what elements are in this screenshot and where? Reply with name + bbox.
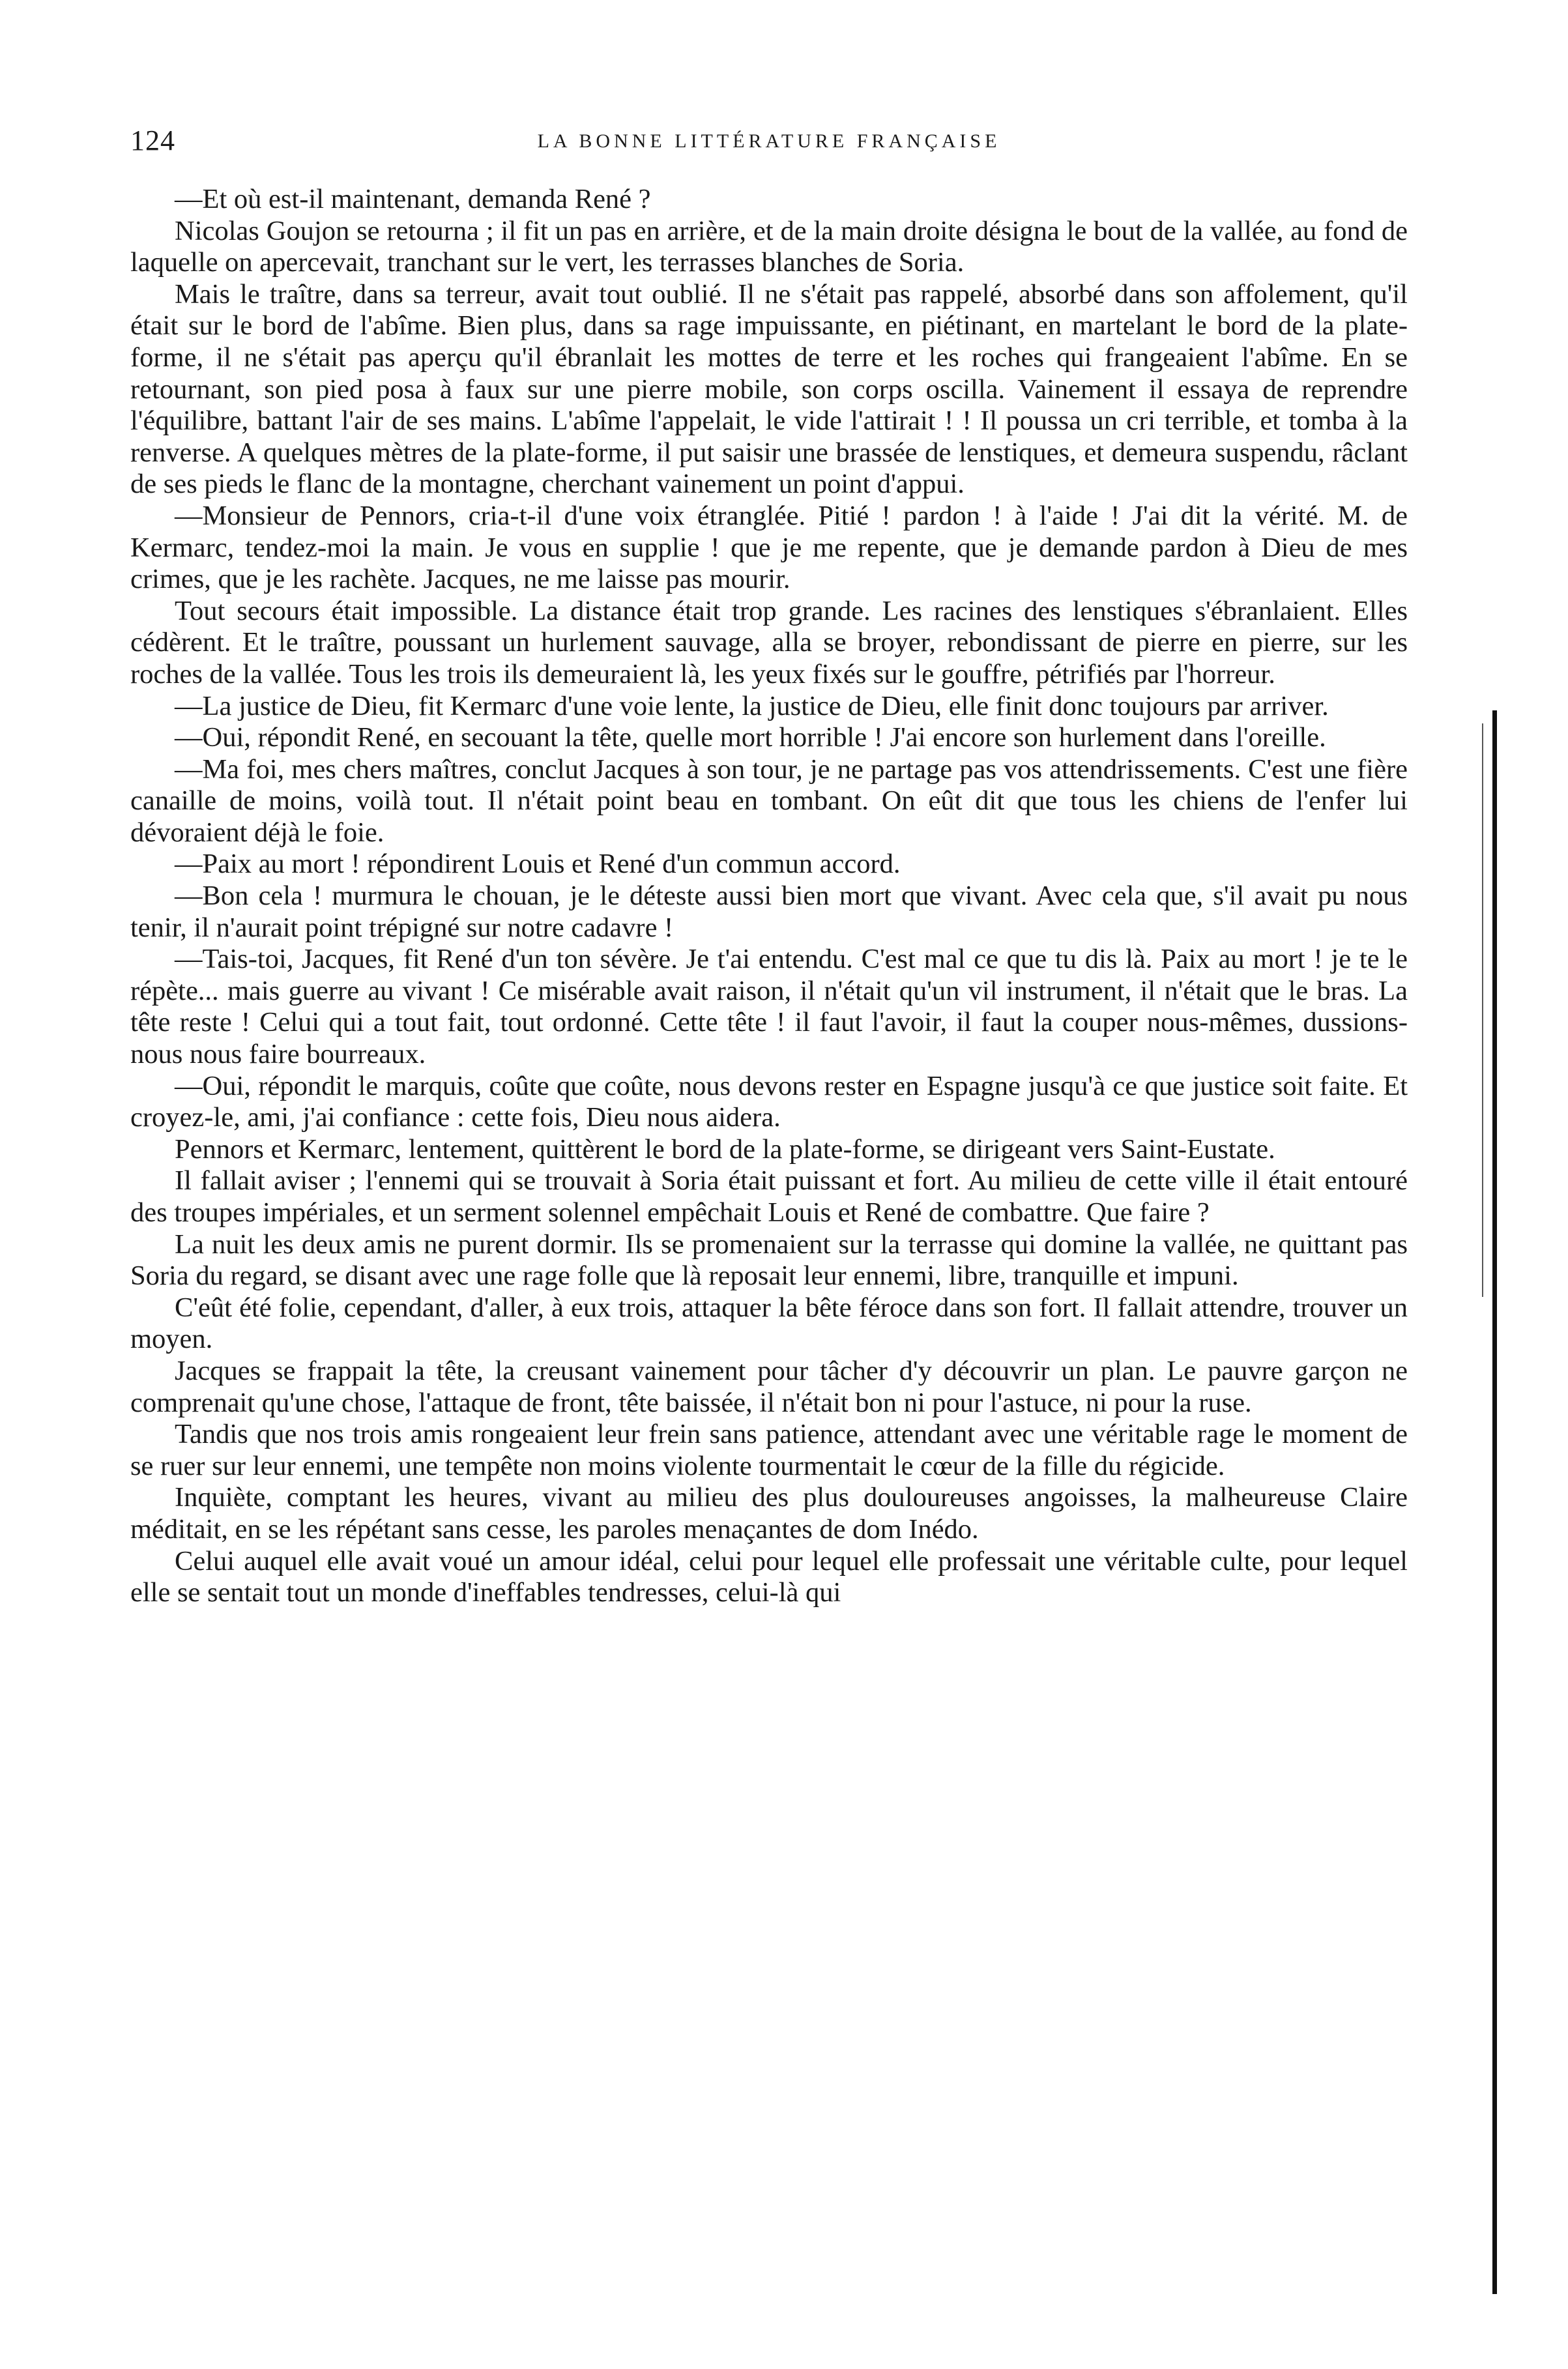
paragraph: Tout secours était impossible. La distance était trop grande. Les racines des lenstiques s'ébranlaient. Elles cédèrent. Et le traître, poussant un hurlement sauvage, alla se broyer, rebondissant de pierre en pierre, sur les roches de la vallée. Tous les trois ils demeuraient là, les yeux fixés sur le gouffre, pétrifiés par l'horreur. [130,595,1408,690]
paragraph: Tandis que nos trois amis rongeaient leur frein sans patience, attendant avec une véritable rage le moment de se ruer sur leur ennemi, une tempête non moins violente tourmentait le cœur de la fille du régicide. [130,1419,1408,1481]
paragraph: —Ma foi, mes chers maîtres, conclut Jacques à son tour, je ne partage pas vos attendrissements. C'est une fière canaille de moins, voilà tout. Il n'était point beau en tombant. On eût dit que tous les chiens de l'enfer lui dévoraient déjà le foie. [130,753,1408,848]
paragraph: Il fallait aviser ; l'ennemi qui se trouvait à Soria était puissant et fort. Au milieu de cette ville il était entouré des troupes impériales, et un serment solennel empêchait Louis et René de combattre. Que faire ? [130,1165,1408,1228]
body-text [130,184,1408,1609]
paragraph: La nuit les deux amis ne purent dormir. Ils se promenaient sur la terrasse qui domine la vallée, ne quittant pas Soria du regard, se disant avec une rage folle que là reposait leur ennemi, libre, tranquille et impuni. [130,1228,1408,1292]
paragraph: Pennors et Kermarc, lentement, quittèrent le bord de la plate-forme, se dirigeant vers Saint-Eustate. [175,1133,1275,1165]
paragraph: —Oui, répondit le marquis, coûte que coûte, nous devons rester en Espagne jusqu'à ce que justice soit faite. Et croyez-le, ami, j'ai confiance : cette fois, Dieu nous aidera. [130,1070,1408,1133]
page-header [130,124,1408,163]
paragraph: Celui auquel elle avait voué un amour idéal, celui pour lequel elle professait une véritable culte, pour lequel elle se sentait tout un monde d'ineffables tendresses, celui-là qui [130,1545,1408,1608]
margin-rule [1492,710,1497,2294]
paragraph: Nicolas Goujon se retourna ; il fit un pas en arrière, et de la main droite désigna le bout de la vallée, au fond de laquelle on apercevait, tranchant sur le vert, les terrasses blanches de Soria. [130,215,1408,278]
paragraph: —Monsieur de Pennors, cria-t-il d'une voix étranglée. Pitié ! pardon ! à l'aide ! J'ai dit la vérité. M. de Kermarc, tendez-moi la main. Je vous en supplie ! que je me repente, que je demande pardon à Dieu de mes crimes, que je les rachète. Jacques, ne me laisse pas mourir. [130,500,1408,595]
paragraph: —Et où est-il maintenant, demanda René ? [175,184,651,214]
paragraph: —Tais-toi, Jacques, fit René d'un ton sévère. Je t'ai entendu. C'est mal ce que tu dis là. Paix au mort ! je te le répète... mais guerre au vivant ! Ce misérable avait raison, il n'était qu'un vil instrument, il n'était que le bras. La tête reste ! Celui qui a tout fait, tout ordonné. Cette tête ! il faut l'avoir, il faut la couper nous-mêmes, dussions-nous nous faire bourreaux. [130,944,1408,1070]
page-number: 124 [130,124,175,156]
paragraph: —Bon cela ! murmura le chouan, je le déteste aussi bien mort que vivant. Avec cela que, s'il avait pu nous tenir, il n'aurait point trépigné sur notre cadavre ! [130,880,1408,943]
paragraph: Inquiète, comptant les heures, vivant au milieu des plus douloureuses angoisses, la malheureuse Claire méditait, en se les répétant sans cesse, les paroles menaçantes de dom Inédo. [130,1482,1408,1545]
running-title: LA BONNE LITTÉRATURE FRANÇAISE [537,130,1001,152]
paragraph: —La justice de Dieu, fit Kermarc d'une voie lente, la justice de Dieu, elle finit donc toujours par arriver. [175,690,1329,721]
paragraph: —Paix au mort ! répondirent Louis et René d'un commun accord. [175,849,901,880]
margin-rule-thin [1482,723,1483,1297]
paragraph: C'eût été folie, cependant, d'aller, à eux trois, attaquer la bête féroce dans son fort. Il fallait attendre, trouver un moyen. [130,1292,1408,1355]
paragraph: Mais le traître, dans sa terreur, avait tout oublié. Il ne s'était pas rappelé, absorbé dans son affolement, qu'il était sur le bord de l'abîme. Bien plus, dans sa rage impuissante, en piétinant, en martelant le bord de la plate-forme, il ne s'était pas aperçu qu'il ébranlait les mottes de terre et les roches qui frangeaient l'abîme. En se retournant, son pied posa à faux sur une pierre mobile, son corps oscilla. Vainement il essaya de reprendre l'équilibre, battant l'air de ses mains. L'abîme l'appelait, le vide l'attirait ! ! Il poussa un cri terrible, et tomba à la renverse. A quelques mètres de la plate-forme, il put saisir une brassée de lenstiques, et demeura suspendu, râclant de ses pieds le flanc de la montagne, cherchant vainement un point d'appui. [130,278,1408,500]
paragraph: —Oui, répondit René, en secouant la tête, quelle mort horrible ! J'ai encore son hurlement dans l'oreille. [175,722,1326,753]
paragraph: Jacques se frappait la tête, la creusant vainement pour tâcher d'y découvrir un plan. Le pauvre garçon ne comprenait qu'une chose, l'attaque de front, tête baissée, il n'était bon ni pour l'astuce, ni pour la ruse. [130,1355,1408,1418]
